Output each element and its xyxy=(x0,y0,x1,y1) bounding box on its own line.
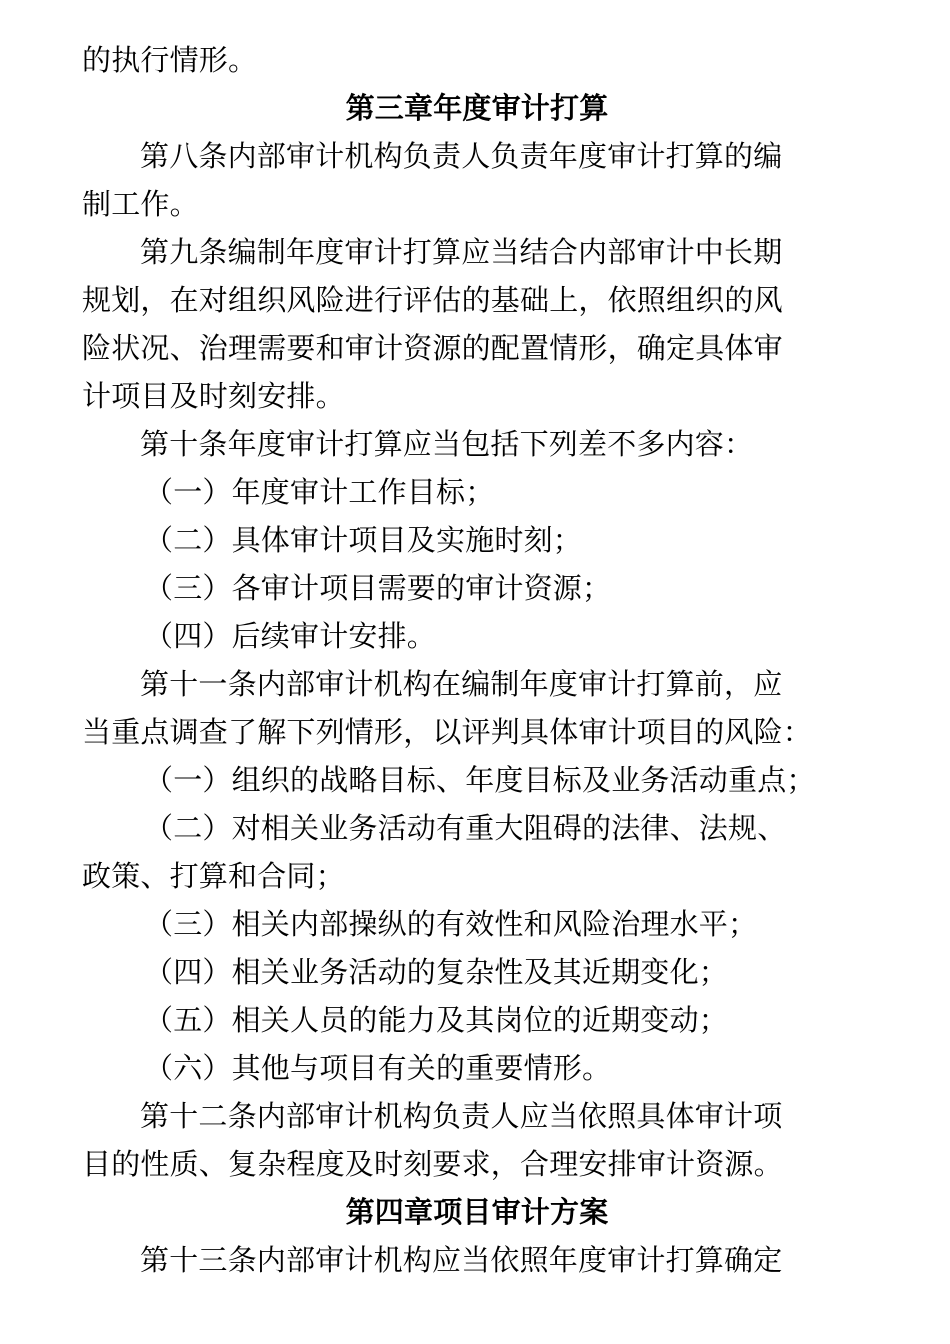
text-line: 政策、打算和合同； xyxy=(82,859,345,893)
text-line: 当重点调查了解下列情形，以评判具体审计项目的风险： xyxy=(82,715,813,749)
text-line: 的执行情形。 xyxy=(82,43,258,77)
text-line: 险状况、治理需要和审计资源的配置情形，确定具体审 xyxy=(82,331,783,365)
list-item: （一）组织的战略目标、年度目标及业务活动重点； xyxy=(144,763,816,797)
text-line: 计项目及时刻安排。 xyxy=(82,379,345,413)
article-paragraph-start: 第十一条内部审计机构在编制年度审计打算前，应 xyxy=(140,667,783,701)
text-line: 目的性质、复杂程度及时刻要求，合理安排审计资源。 xyxy=(82,1147,783,1181)
chapter-heading: 第三章年度审计打算 xyxy=(345,91,609,125)
list-item: （六）其他与项目有关的重要情形。 xyxy=(144,1051,612,1085)
chapter-heading: 第四章项目审计方案 xyxy=(345,1195,609,1229)
text-line: 规划，在对组织风险进行评估的基础上，依照组织的风 xyxy=(82,283,783,317)
list-item: （二）对相关业务活动有重大阻碍的法律、法规、 xyxy=(144,811,787,845)
article-paragraph-start: 第八条内部审计机构负责人负责年度审计打算的编 xyxy=(140,139,783,173)
document-body xyxy=(82,36,872,1284)
list-item: （三）相关内部操纵的有效性和风险治理水平； xyxy=(144,907,758,941)
article-paragraph-start: 第九条编制年度审计打算应当结合内部审计中长期 xyxy=(140,235,783,269)
list-item: （二）具体审计项目及实施时刻； xyxy=(144,523,583,557)
article-paragraph-start: 第十三条内部审计机构应当依照年度审计打算确定 xyxy=(140,1243,783,1277)
article-paragraph-start: 第十条年度审计打算应当包括下列差不多内容： xyxy=(140,427,754,461)
list-item: （四）后续审计安排。 xyxy=(144,619,437,653)
list-item: （三）各审计项目需要的审计资源； xyxy=(144,571,612,605)
list-item: （五）相关人员的能力及其岗位的近期变动； xyxy=(144,1003,729,1037)
list-item: （四）相关业务活动的复杂性及其近期变化； xyxy=(144,955,729,989)
list-item: （一）年度审计工作目标； xyxy=(144,475,495,509)
text-line: 制工作。 xyxy=(82,187,199,221)
article-paragraph-start: 第十二条内部审计机构负责人应当依照具体审计项 xyxy=(140,1099,783,1133)
